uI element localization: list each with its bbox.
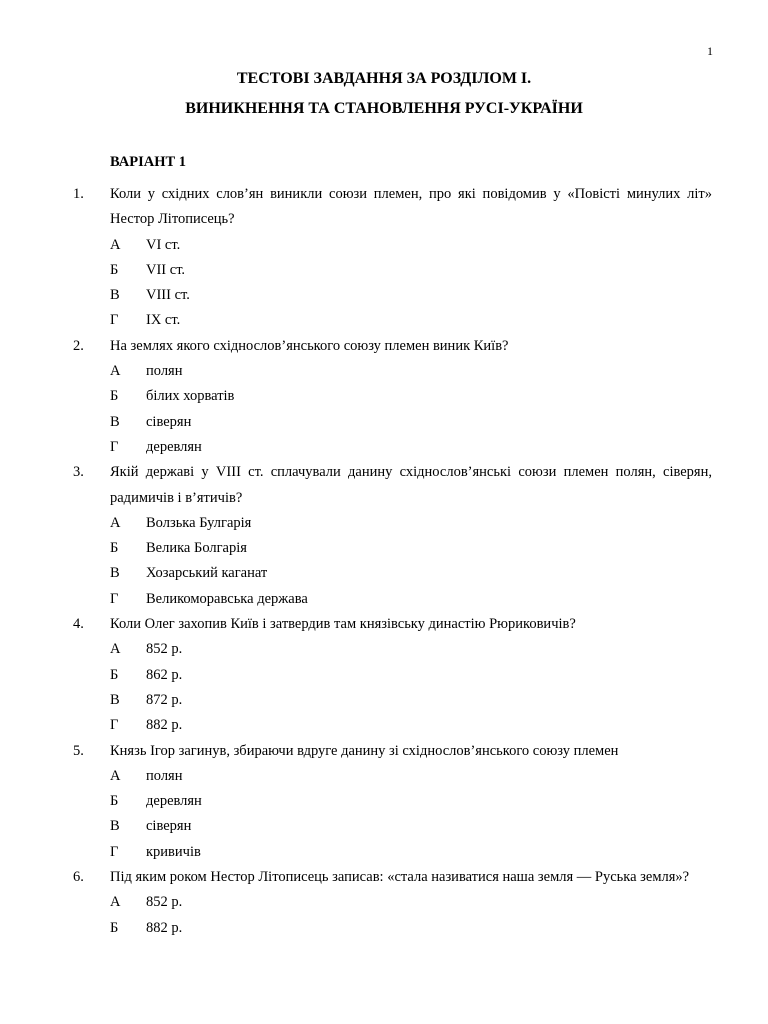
option-text: 862 р.: [146, 666, 183, 683]
question-text: Якій державі у VIII ст. сплачували данину східнослов’янські союзи племен полян, сіверян, радимичів і в’ятичів?: [110, 464, 712, 506]
question-row: [0, 865, 768, 890]
option-letter: В: [110, 413, 120, 430]
option-text: полян: [146, 363, 183, 380]
option-letter: А: [110, 767, 121, 784]
option-letter: Б: [110, 540, 119, 557]
option-letter: А: [110, 363, 121, 380]
question-number: 6.: [73, 869, 84, 886]
answer-option: [0, 283, 768, 308]
question-number: 1.: [73, 186, 84, 202]
question-row: [0, 612, 768, 637]
option-text: VI ст.: [146, 236, 181, 253]
question-6: [0, 865, 768, 941]
option-text: 882 р.: [146, 919, 183, 936]
option-letter: В: [110, 565, 120, 582]
option-text: 852 р.: [146, 894, 183, 911]
answer-option: [0, 764, 768, 789]
option-text: 852 р.: [146, 641, 183, 658]
answer-option: [0, 233, 768, 258]
option-letter: Г: [110, 590, 119, 607]
answer-option: [0, 916, 768, 941]
answer-option: [0, 814, 768, 839]
page-title-line-1: ТЕСТОВІ ЗАВДАННЯ ЗА РОЗДІЛОМ І.: [236, 70, 532, 87]
question-text: Під яким роком Нестор Літописець записав: «стала називатися наша земля — Руська земля»?: [110, 869, 690, 886]
option-letter: Г: [110, 843, 119, 860]
option-text: Велика Болгарія: [146, 540, 247, 557]
option-letter: В: [110, 287, 120, 304]
answer-option: [0, 587, 768, 612]
option-text: VII ст.: [146, 261, 186, 278]
option-letter: Б: [110, 919, 119, 936]
answer-option: [0, 561, 768, 586]
answer-option: [0, 663, 768, 688]
option-text: сіверян: [146, 413, 192, 430]
option-text: Великоморавська держава: [146, 590, 308, 607]
question-row: [0, 460, 768, 511]
option-letter: А: [110, 514, 121, 531]
answer-option: [0, 637, 768, 662]
option-text: деревлян: [146, 793, 202, 810]
answer-option: [0, 890, 768, 915]
answer-option: [0, 435, 768, 460]
option-letter: А: [110, 236, 121, 253]
question-number: 4.: [73, 616, 84, 633]
option-letter: Б: [110, 666, 119, 683]
page-number: 1: [707, 44, 713, 58]
answer-option: [0, 258, 768, 283]
answer-option: [0, 840, 768, 865]
option-text: білих хорватів: [146, 388, 235, 405]
question-3: [0, 460, 768, 612]
answer-option: [0, 511, 768, 536]
question-4: [0, 612, 768, 738]
option-letter: А: [110, 641, 121, 658]
option-text: сіверян: [146, 818, 192, 835]
question-number: 2.: [73, 337, 84, 354]
option-letter: В: [110, 818, 120, 835]
answer-option: [0, 308, 768, 333]
question-number: 5.: [73, 742, 84, 759]
answer-option: [0, 688, 768, 713]
answer-option: [0, 359, 768, 384]
option-letter: Г: [110, 312, 119, 329]
option-letter: Б: [110, 388, 119, 405]
variant-heading: ВАРІАНТ 1: [110, 154, 187, 170]
question-number: 3.: [73, 464, 84, 481]
option-text: кривичів: [146, 843, 201, 860]
question-text: Коли Олег захопив Київ і затвердив там князівську династію Рюриковичів?: [110, 616, 576, 633]
question-5: [0, 739, 768, 865]
option-letter: Б: [110, 261, 119, 278]
option-text: полян: [146, 767, 183, 784]
question-1: [0, 182, 768, 334]
option-text: Хозарський каганат: [146, 565, 268, 582]
answer-option: [0, 536, 768, 561]
question-text: Коли у східних слов’ян виникли союзи племен, про які повідомив у «Повісті минулих літ» Нестор Літописець?: [110, 186, 712, 228]
option-text: VIII ст.: [146, 287, 190, 304]
question-text: На землях якого східнослов’янського союзу племен виник Київ?: [110, 337, 509, 354]
option-letter: Г: [110, 438, 119, 455]
option-text: деревлян: [146, 438, 202, 455]
option-letter: Г: [110, 717, 119, 734]
question-row: [0, 182, 768, 233]
option-text: Волзька Булгарія: [146, 514, 252, 531]
answer-option: [0, 789, 768, 814]
answer-option: [0, 713, 768, 738]
option-text: 882 р.: [146, 717, 183, 734]
option-text: IX ст.: [146, 312, 181, 329]
page-title-line-2: ВИНИКНЕННЯ ТА СТАНОВЛЕННЯ РУСІ-УКРАЇНИ: [185, 100, 583, 117]
question-row: [0, 334, 768, 359]
option-letter: А: [110, 894, 121, 911]
question-row: [0, 739, 768, 764]
option-text: 872 р.: [146, 691, 183, 708]
question-2: [0, 334, 768, 460]
question-text: Князь Ігор загинув, збираючи вдруге данину зі східнослов’янського союзу племен: [110, 742, 619, 759]
answer-option: [0, 410, 768, 435]
answer-option: [0, 384, 768, 409]
question-list: [0, 182, 768, 941]
option-letter: В: [110, 691, 120, 708]
option-letter: Б: [110, 793, 119, 810]
